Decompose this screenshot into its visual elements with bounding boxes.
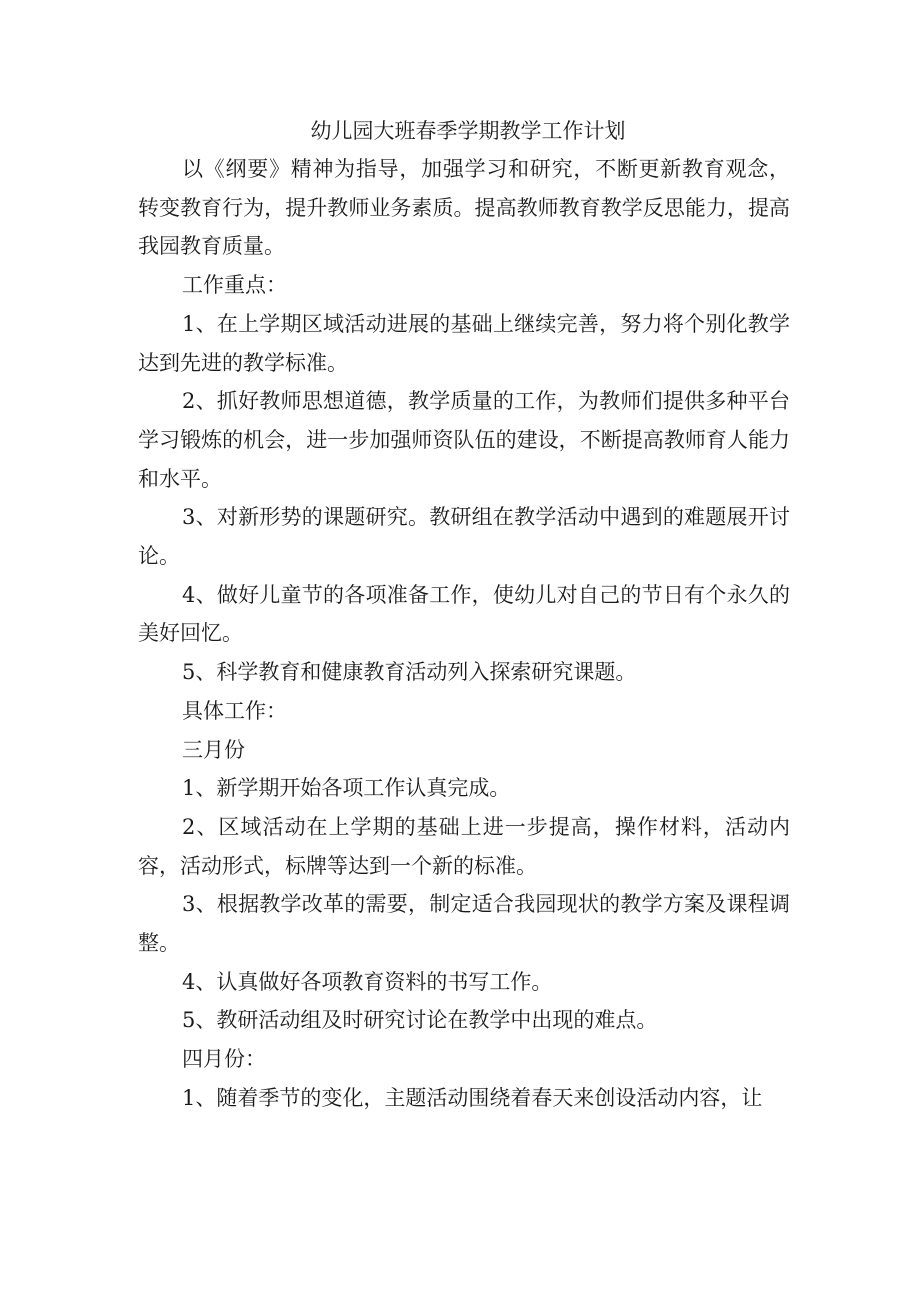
- heading-march: 三月份: [182, 737, 245, 762]
- march-item-5: 5、教研活动组及时研究讨论在教学中出现的难点。: [182, 1008, 658, 1033]
- paragraph-intro: 以《纲要》精神为指导，加强学习和研究，不断更新教育观念，转变教育行为，提升教师业务素质。提高教师教育教学反思能力，提高我园教育质量。: [138, 157, 790, 259]
- focus-item-1: 1、在上学期区域活动进展的基础上继续完善，努力将个别化教学达到先进的教学标准。: [138, 311, 790, 375]
- focus-item-2: 2、抓好教师思想道德，教学质量的工作，为教师们提供多种平台学习锻炼的机会，进一步加强师资队伍的建设，不断提高教师育人能力和水平。: [138, 389, 790, 491]
- focus-item-3: 3、对新形势的课题研究。教研组在教学活动中遇到的难题展开讨论。: [138, 505, 790, 569]
- heading-april: 四月份：: [182, 1047, 266, 1072]
- focus-item-5: 5、科学教育和健康教育活动列入探索研究课题。: [182, 660, 637, 685]
- march-item-1: 1、新学期开始各项工作认真完成。: [182, 776, 511, 801]
- march-item-2: 2、区域活动在上学期的基础上进一步提高，操作材料，活动内容，活动形式，标牌等达到一个新的标准。: [138, 814, 790, 878]
- document-title: 幼儿园大班春季学期教学工作计划: [310, 119, 626, 143]
- march-item-4: 4、认真做好各项教育资料的书写工作。: [182, 969, 553, 994]
- focus-item-4: 4、做好儿童节的各项准备工作，使幼儿对自己的节日有个永久的美好回忆。: [138, 582, 790, 646]
- heading-specific-work: 具体工作：: [182, 698, 287, 723]
- heading-work-focus: 工作重点：: [182, 273, 287, 298]
- april-item-1: 1、随着季节的变化，主题活动围绕着春天来创设活动内容，让: [182, 1085, 763, 1110]
- march-item-3: 3、根据教学改革的需要，制定适合我园现状的教学方案及课程调整。: [138, 892, 790, 956]
- document-page: [138, 112, 790, 1118]
